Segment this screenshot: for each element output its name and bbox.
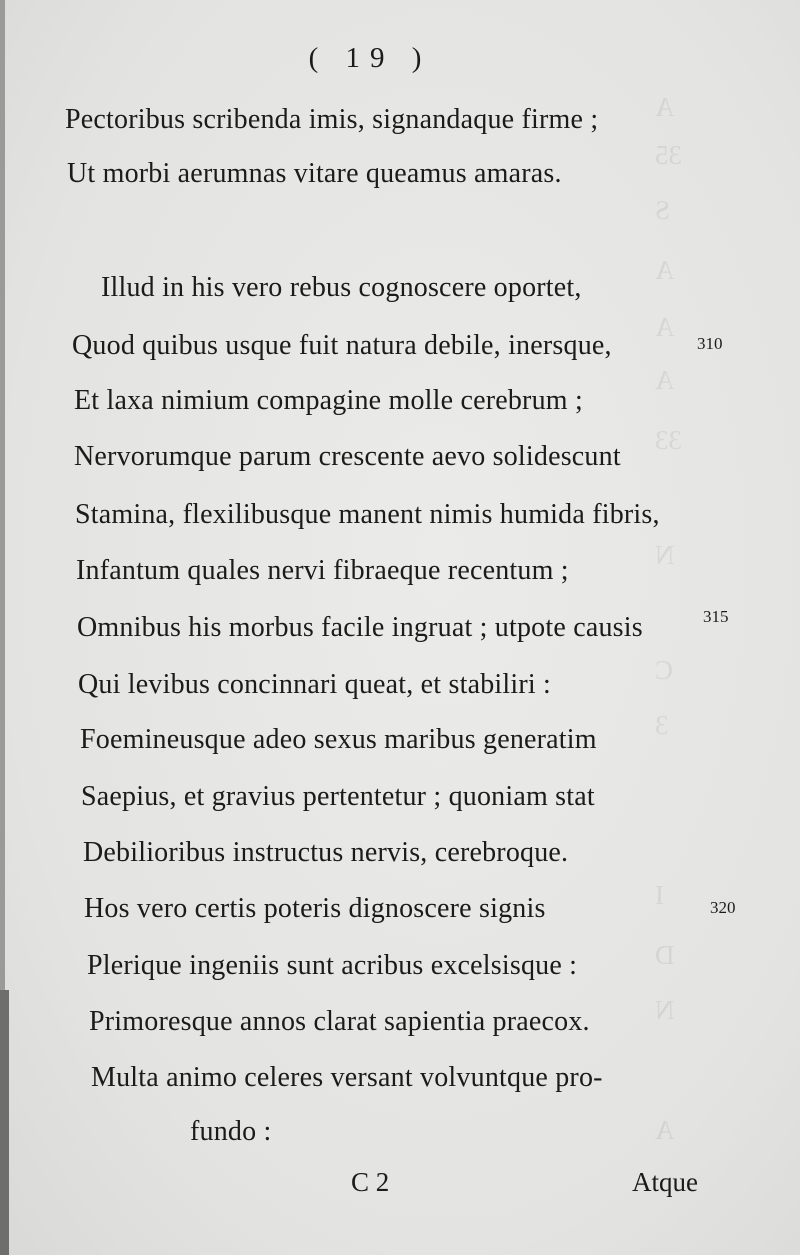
signature-mark: C 2 xyxy=(351,1167,390,1197)
catchword: Atque xyxy=(632,1167,698,1197)
verse-line: Qui levibus concinnari queat, et stabiliri : xyxy=(78,669,552,700)
verse-line: Nervorumque parum crescente aevo solidescunt xyxy=(74,441,621,472)
verse-line: Infantum quales nervi fibraeque recentum ; xyxy=(76,555,569,586)
verse-line: Omnibus his morbus facile ingruat ; utpote causis xyxy=(77,612,643,643)
verse-line-continuation: fundo : xyxy=(190,1116,272,1147)
page-header: ( 19 ) xyxy=(308,42,432,74)
line-number: 310 xyxy=(697,334,723,353)
verse-line: Quod quibus usque fuit natura debile, inersque, xyxy=(72,330,612,361)
verse-line: Saepius, et gravius pertentetur ; quoniam stat xyxy=(81,781,595,812)
line-number: 315 xyxy=(703,607,729,626)
verse-line: Ut morbi aerumnas vitare queamus amaras. xyxy=(67,158,562,189)
verse-line: Stamina, flexilibusque manent nimis humida fibris, xyxy=(75,499,660,530)
verse-line: Et laxa nimium compagine molle cerebrum ; xyxy=(74,385,583,416)
verse-line: Foemineusque adeo sexus maribus generatim xyxy=(80,724,597,755)
page-edge-shadow-lower xyxy=(0,990,9,1255)
verse-line: Multa animo celeres versant volvuntque pro- xyxy=(91,1062,603,1093)
verse-line: Pectoribus scribenda imis, signandaque firme ; xyxy=(65,104,599,135)
line-number: 320 xyxy=(710,898,736,917)
verse-line: Illud in his vero rebus cognoscere oportet, xyxy=(101,272,582,303)
verse-line: Plerique ingeniis sunt acribus excelsisque : xyxy=(87,950,578,981)
verse-line: Debilioribus instructus nervis, cerebroque. xyxy=(83,837,569,868)
verse-line: Hos vero certis poteris dignoscere signis xyxy=(84,893,546,924)
verse-line: Primoresque annos clarat sapientia praecox. xyxy=(89,1006,590,1037)
show-through-text: A 35 S A A A 33 N C 3 I D N A xyxy=(655,92,682,1145)
